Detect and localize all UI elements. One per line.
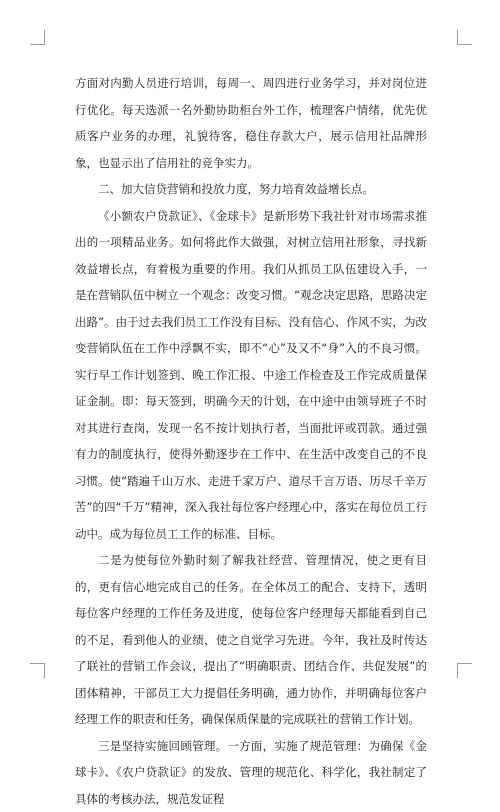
paragraph-transparency: 二是为使每位外勤时刻了解我社经营、管理情况，使之更有目的，更有信心地完成自己的任务。在全体员工的配合、支持下，透明每位客户经理的工作任务及进度，使每位客户经理每天都能看到自己的不足，看到他人的业绩，使之自觉学习先进。今年，我社及时传达了联社的营销工作会议，提出了“明确职责、团结合作、共促发展”的团体精神，干部员工大力提倡任务明确，通力协作，并明确每位客户经理工作的职责和任务，确保保质保量的完成联社的营销工作计划。 xyxy=(75,547,427,733)
paragraph-continuation: 方面对内勤人员进行培训，每周一、周四进行业务学习，并对岗位进行优化。每天选派一名外勤协助柜台外工作，梳理客户情绪，优先优质客户业务的办理，礼貌待客，稳住存款大户，展示信用社品牌形象，也显示出了信用社的竞争实力。 xyxy=(75,70,427,176)
section-heading: 二、加大信贷营销和投放力度，努力培育效益增长点。 xyxy=(75,176,427,203)
paragraph-card-business: 《小额农户贷款证》、《金球卡》是新形势下我社针对市场需求推出的一项精品业务。如何将此作大做强，对树立信用社形象，寻找新效益增长点，有着极为重要的作用。我们从抓员工队伍建设入手，一是在营销队伍中树立一个观念：改变习惯。“观念决定思路，思路决定出路”。由于过去我们员工工作没有目标、没有信心、作风不实，为改变营销队伍在工作中浮飘不实，即不“心”及又不“身”入的不良习惯。实行早工作计划签到、晚工作汇报、中途工作检查及工作完成质量保证金制。即：每天签到，明确今天的计划，在中途中由领导班子不时对其进行查岗，发现一名不按计划执行者，当面批评或罚款。通过强有力的制度执行，使得外勤逐步在工作中、在生活中改变自己的不良习惯。使“踏遍千山万水、走进千家万户、道尽千言万语、历尽千辛万苦”的四“千万”精神，深入我社每位客户经理心中，落实在每位员工行动中。成为每位员工工作的标准、目标。 xyxy=(75,203,427,548)
crop-mark-top-right xyxy=(457,30,472,45)
paragraph-review-management: 三是坚持实施回顾管理。一方面，实施了规范管理：为确保《金球卡》、《农户贷款证》的发放、管理的规范化、科学化，我社制定了具体的考核办法，规范发证程 xyxy=(75,733,427,812)
crop-mark-bottom-left xyxy=(30,663,45,678)
crop-mark-top-left xyxy=(30,30,45,45)
crop-mark-bottom-right xyxy=(457,663,472,678)
document-body xyxy=(75,70,427,812)
